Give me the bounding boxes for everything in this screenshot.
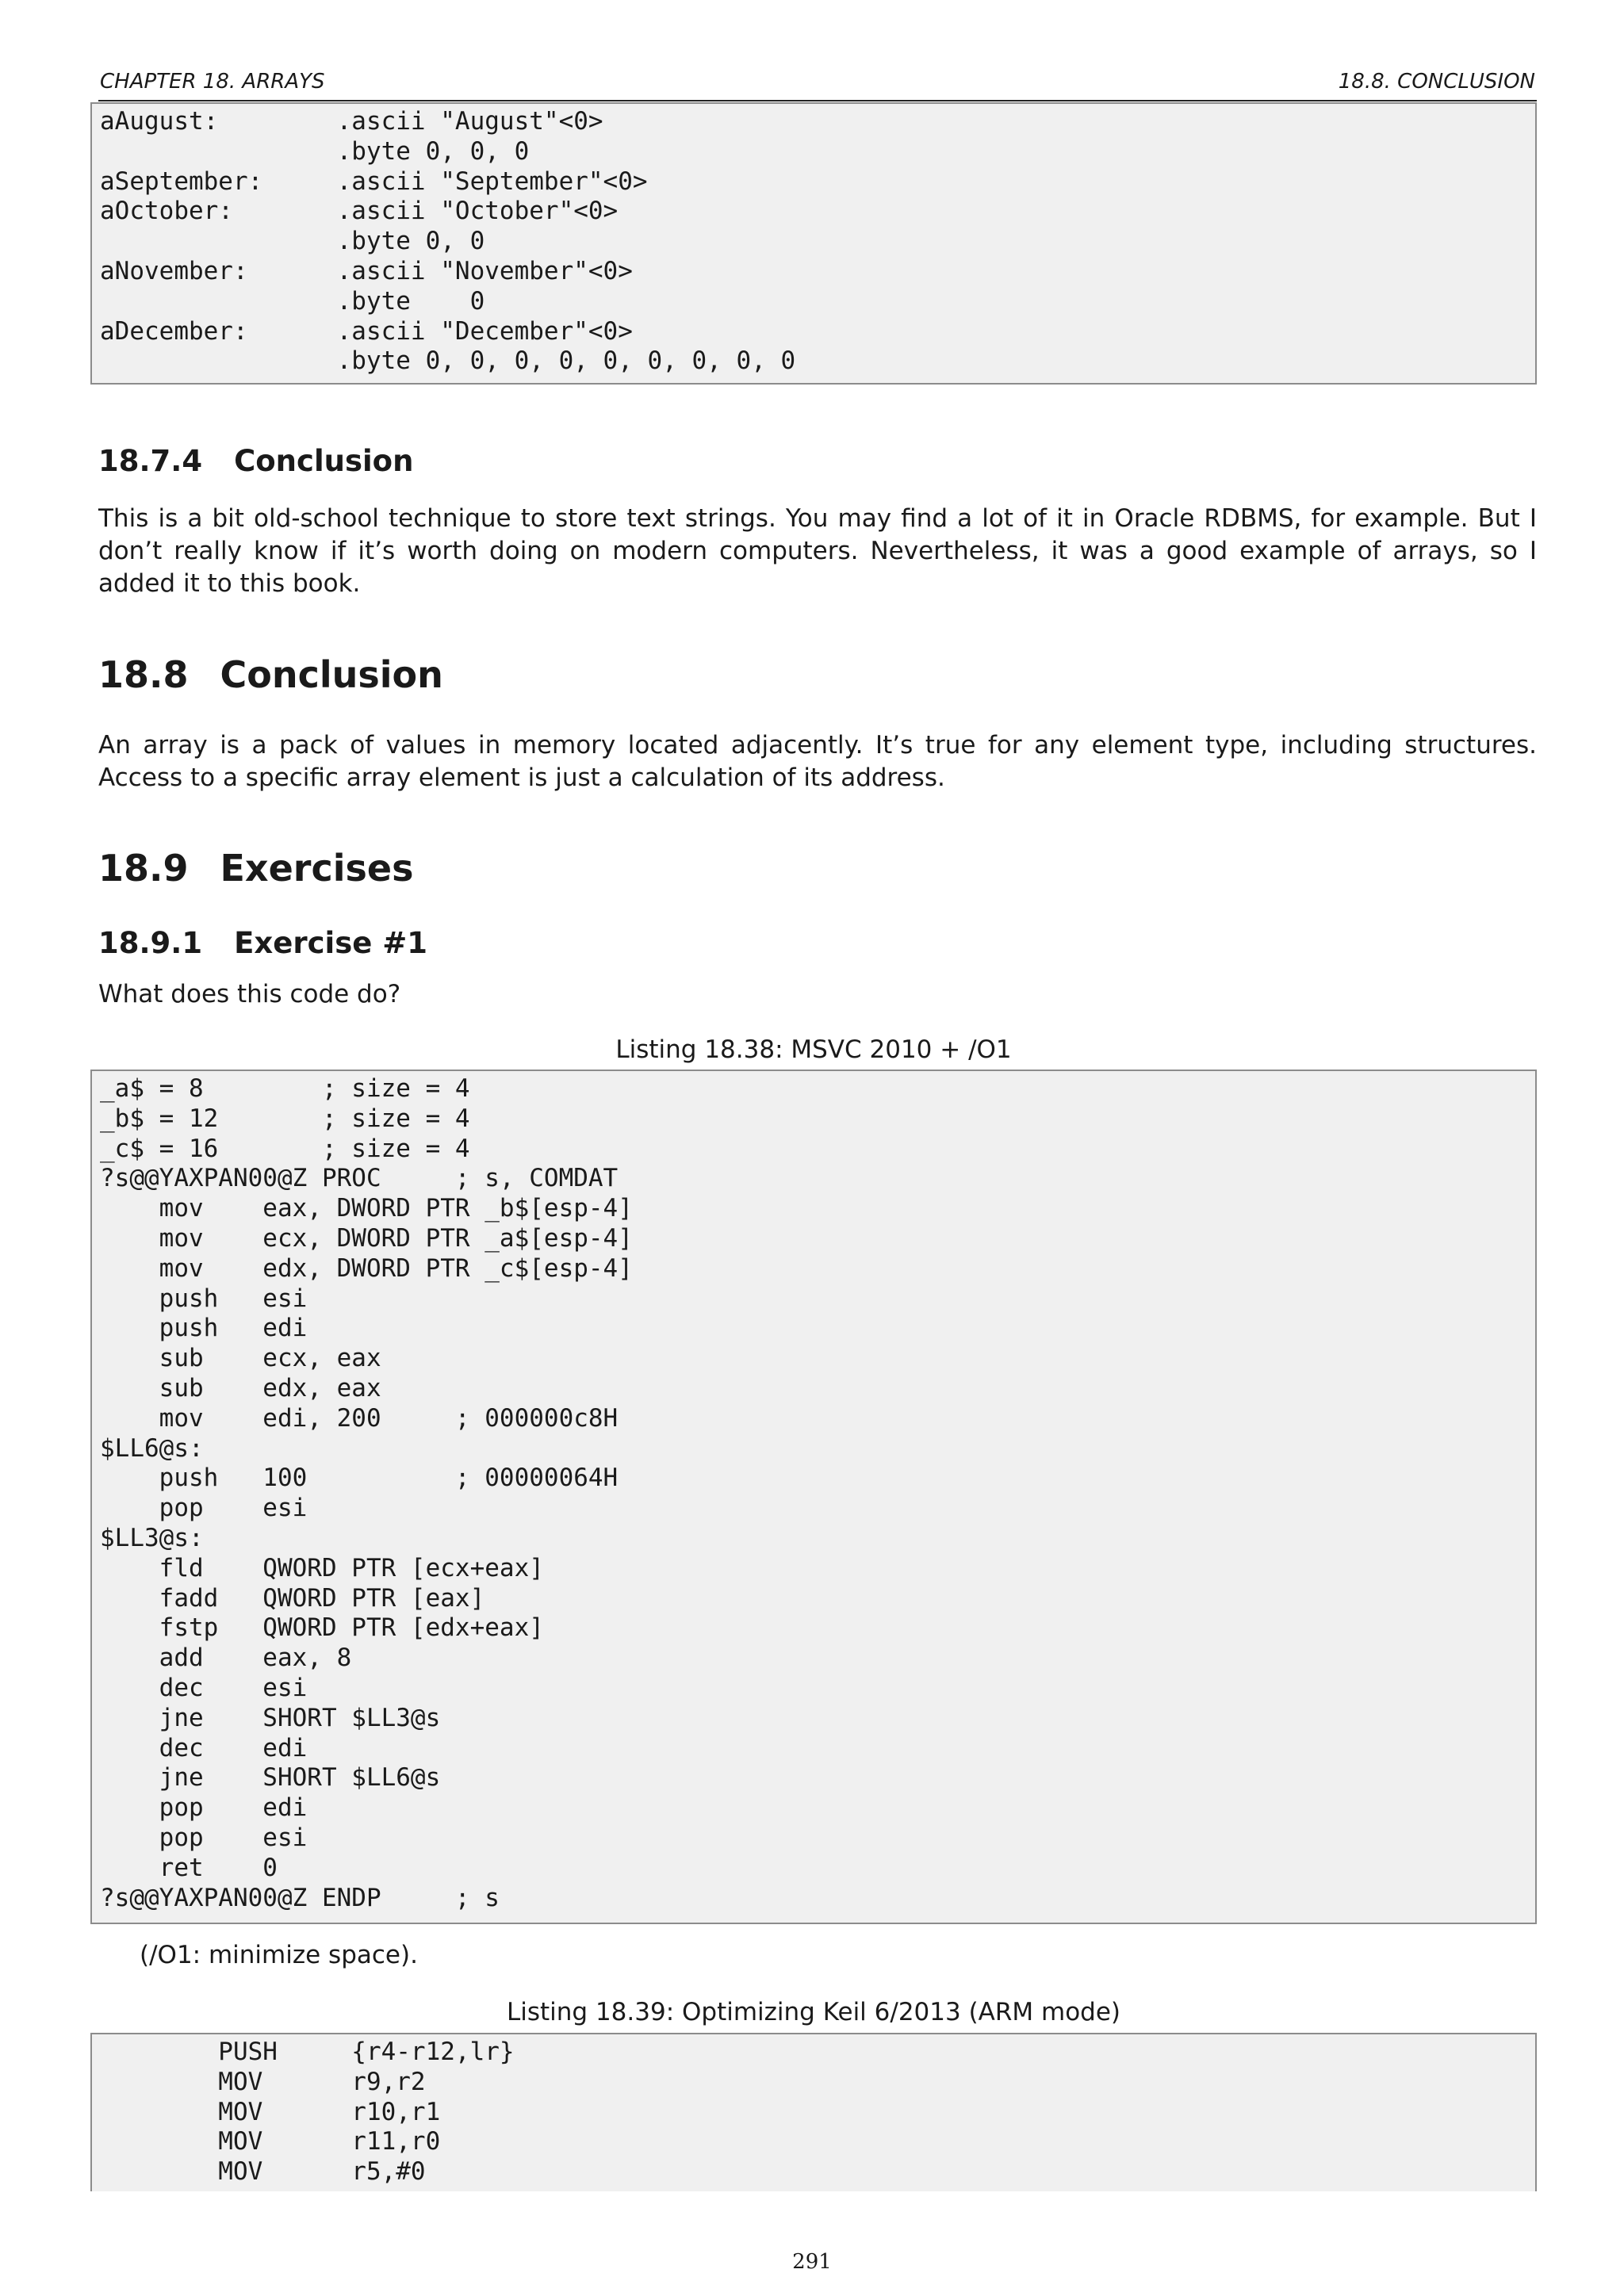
heading-18-8 (98, 653, 443, 696)
section-number: 18.9 (98, 847, 189, 890)
code-block: PUSH {r4-r12,lr} MOV r9,r2 MOV r10,r1 MOV r11,r0 MOV r5,#0 (218, 2038, 515, 2187)
section-heading-text: Conclusion (234, 444, 414, 478)
listing-18-38-caption: Listing 18.38: MSVC 2010 + /O1 (615, 1035, 1012, 1064)
section-heading-text: Exercise #1 (234, 926, 427, 960)
code-block: _a$ = 8 ; size = 4 _b$ = 12 ; size = 4 _c$ = 16 ; size = 4 ?s@@YAXPAN00@Z PROC ; s, COMDAT mov eax, DWORD PTR _b$[esp-4] mov ecx, DWORD PTR _a$[esp-4] mov edx, DWORD PTR _c$[esp-4] push esi push edi sub ecx, eax sub edx, eax mov edi, 200 ; 000000c8H $LL6@s: push 100 ; 00000064H pop esi $LL3@s: fld QWORD PTR [ecx+eax] fadd QWORD PTR [eax] fstp QWORD PTR [edx+eax] add eax, 8 dec esi jne SHORT $LL3@s dec edi jne SHORT $LL6@s pop edi pop esi ret 0 ?s@@YAXPAN00@Z ENDP ; s (100, 1074, 633, 1912)
section-number: 18.7.4 (98, 444, 203, 478)
running-header (98, 68, 1537, 101)
section-number: 18.9.1 (98, 926, 203, 960)
section-number: 18.8 (98, 653, 189, 696)
code-block: aAugust: .ascii "August"<0> .byte 0, 0, 0 aSeptember: .ascii "September"<0> aOctober: .ascii "October"<0> .byte 0, 0 aNovember: .ascii "November"<0> .byte 0 aDecember: .ascii "December"<0> .byte 0, 0, 0, 0, 0, 0, 0, 0, 0 (100, 107, 796, 376)
section-heading-text: Conclusion (220, 653, 443, 696)
exercise-question: What does this code do? (98, 980, 401, 1008)
page-number: 291 (792, 2250, 832, 2274)
listing-18-38 (90, 1070, 1537, 1924)
heading-18-9 (98, 847, 413, 890)
listing-18-39-caption: Listing 18.39: Optimizing Keil 6/2013 (ARM mode) (506, 1998, 1121, 2026)
paragraph-18-7-4: This is a bit old-school technique to store text strings. You may find a lot of it in Oracle RDBMS, for example. But I don’t really know if it’s worth doing on modern computers. Nevertheless, it was a good example of arrays, so I added it to this book. (98, 504, 1537, 598)
optimization-note: (/O1: minimize space). (140, 1941, 418, 1969)
chapter-title: CHAPTER 18. ARRAYS (100, 70, 325, 94)
paragraph-18-8: An array is a pack of values in memory located adjacently. It’s true for any element type, including structures. Access to a specific array element is just a calculation of its address. (98, 731, 1537, 792)
listing-months-data (90, 102, 1537, 385)
section-heading-text: Exercises (220, 847, 414, 890)
heading-18-7-4 (98, 444, 413, 478)
listing-18-39 (90, 2033, 1537, 2191)
heading-18-9-1 (98, 926, 427, 960)
section-title: 18.8. CONCLUSION (1338, 70, 1535, 94)
